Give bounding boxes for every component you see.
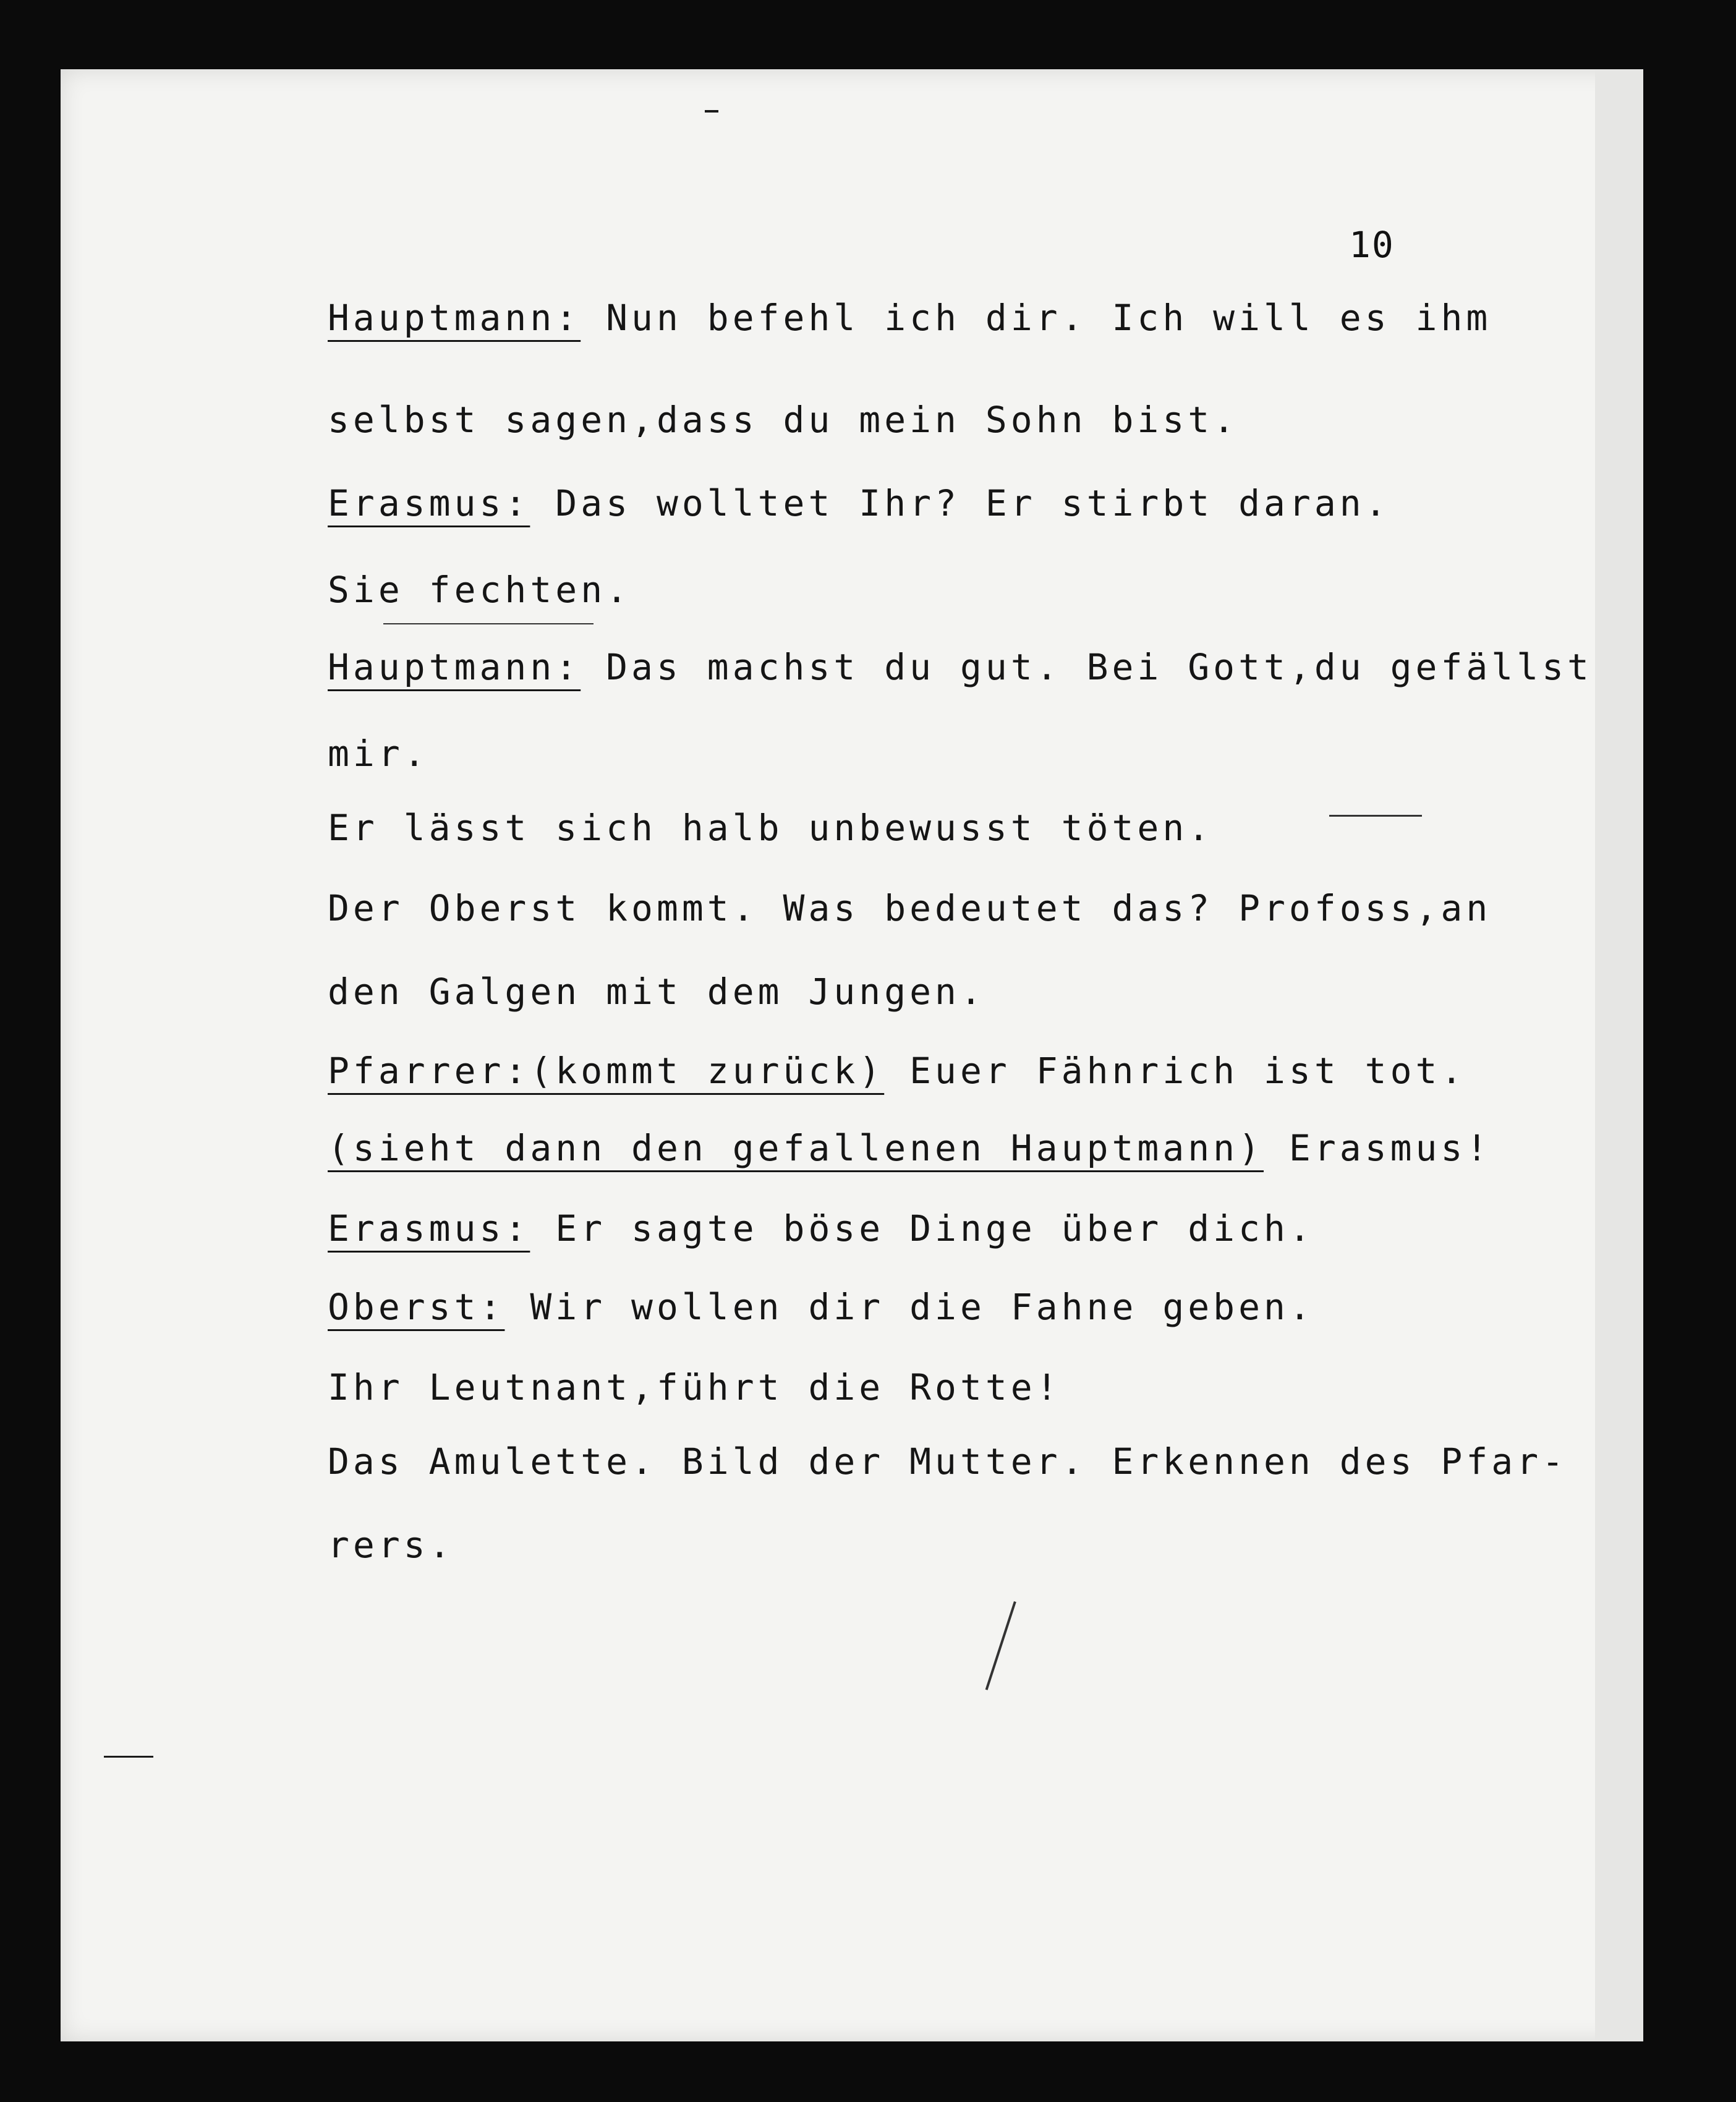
text-line-13 xyxy=(328,1286,1314,1328)
text-line-11 xyxy=(328,1127,1491,1169)
line-text: Das wolltet Ihr? Er stirbt daran. xyxy=(530,482,1390,524)
line-text: Das machst du gut. Bei Gott,du gefällst xyxy=(581,646,1593,688)
speaker-label: Hauptmann: xyxy=(328,297,581,339)
stray-pencil-mark xyxy=(383,623,594,624)
speaker-label: Erasmus: xyxy=(328,1207,530,1249)
line-text: selbst sagen,dass du mein Sohn bist. xyxy=(328,399,1239,441)
line-text: Nun befehl ich dir. Ich will es ihm xyxy=(581,297,1492,339)
line-text: Der Oberst kommt. Was bedeutet das? Profoss,an xyxy=(328,887,1492,929)
line-text: Er lässt sich halb unbewusst töten. xyxy=(328,807,1214,849)
text-line-7 xyxy=(328,807,1213,849)
text-line-12 xyxy=(328,1207,1314,1249)
line-text: rers. xyxy=(328,1524,454,1566)
line-text: den Galgen mit dem Jungen. xyxy=(328,971,985,1013)
text-line-10 xyxy=(328,1050,1466,1092)
line-text: Erasmus! xyxy=(1264,1127,1492,1169)
edge-mark xyxy=(705,110,718,113)
line-text: mir. xyxy=(328,733,429,775)
stage-direction: Pfarrer:(kommt zurück) xyxy=(328,1050,885,1092)
line-text: Sie fechten. xyxy=(328,569,632,611)
speaker-label: Oberst: xyxy=(328,1286,505,1328)
text-line-4 xyxy=(328,569,631,611)
paper-edge xyxy=(1595,69,1643,2041)
line-text: Euer Fähnrich ist tot. xyxy=(884,1050,1466,1092)
text-line-5 xyxy=(328,646,1593,688)
page-number: 10 xyxy=(1349,224,1395,266)
line-text: Wir wollen dir die Fahne geben. xyxy=(504,1286,1314,1328)
speaker-label: Hauptmann: xyxy=(328,646,581,688)
text-line-14 xyxy=(328,1366,1062,1408)
text-line-6 xyxy=(328,733,429,775)
text-line-3 xyxy=(328,482,1390,524)
stray-pencil-mark xyxy=(1329,815,1422,817)
text-line-15 xyxy=(328,1440,1567,1483)
text-line-16 xyxy=(328,1524,454,1566)
stage-direction: (sieht dann den gefallenen Hauptmann) xyxy=(328,1127,1264,1169)
line-text: Ihr Leutnant,führt die Rotte! xyxy=(328,1366,1062,1408)
text-line-9 xyxy=(328,971,985,1013)
line-text: Er sagte böse Dinge über dich. xyxy=(530,1207,1314,1249)
edge-mark xyxy=(104,1756,153,1758)
text-line-8 xyxy=(328,887,1491,929)
line-text: Das Amulette. Bild der Mutter. Erkennen des Pfar- xyxy=(328,1440,1568,1483)
text-line-2 xyxy=(328,399,1238,441)
speaker-label: Erasmus: xyxy=(328,482,530,524)
text-line-1 xyxy=(328,297,1491,339)
